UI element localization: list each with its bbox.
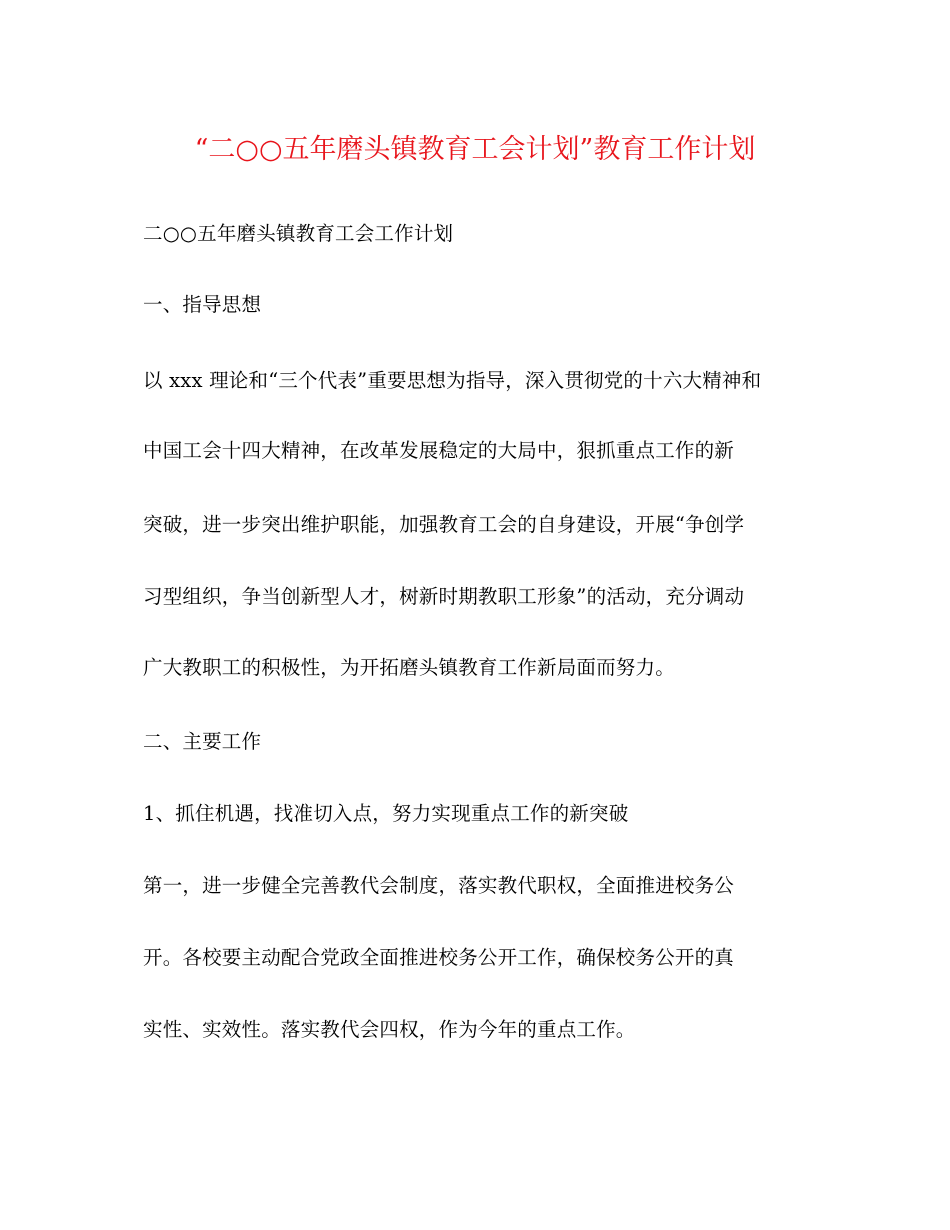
paragraph-line: 开。各校要主动配合党政全面推进校务公开工作，确保校务公开的真 xyxy=(143,946,735,969)
paragraph-line: 实性、实效性。落实教代会四权，作为今年的重点工作。 xyxy=(143,1018,636,1041)
subtitle-line: 二○○五年磨头镇教育工会工作计划 xyxy=(143,222,454,245)
paragraph-line: 中国工会十四大精神，在改革发展稳定的大局中，狠抓重点工作的新 xyxy=(143,439,735,462)
section-heading-guiding-ideology: 一、指导思想 xyxy=(143,293,262,316)
paragraph-line: 以 xxx 理论和“三个代表”重要思想为指导，深入贯彻党的十六大精神和 xyxy=(143,369,762,392)
document-title: “二○○五年磨头镇教育工会计划”教育工作计划 xyxy=(194,134,756,165)
paragraph-line: 第一，进一步健全完善教代会制度，落实教代职权，全面推进校务公 xyxy=(143,874,735,897)
paragraph-line: 习型组织，争当创新型人才，树新时期教职工形象”的活动，充分调动 xyxy=(143,585,745,608)
paragraph-line: 广大教职工的积极性，为开拓磨头镇教育工作新局面而努力。 xyxy=(143,656,675,679)
paragraph-line: 突破，进一步突出维护职能，加强教育工会的自身建设，开展“争创学 xyxy=(143,513,745,536)
section-heading-main-work: 二、主要工作 xyxy=(143,730,262,753)
subsection-heading: 1、抓住机遇，找准切入点，努力实现重点工作的新突破 xyxy=(143,802,629,825)
